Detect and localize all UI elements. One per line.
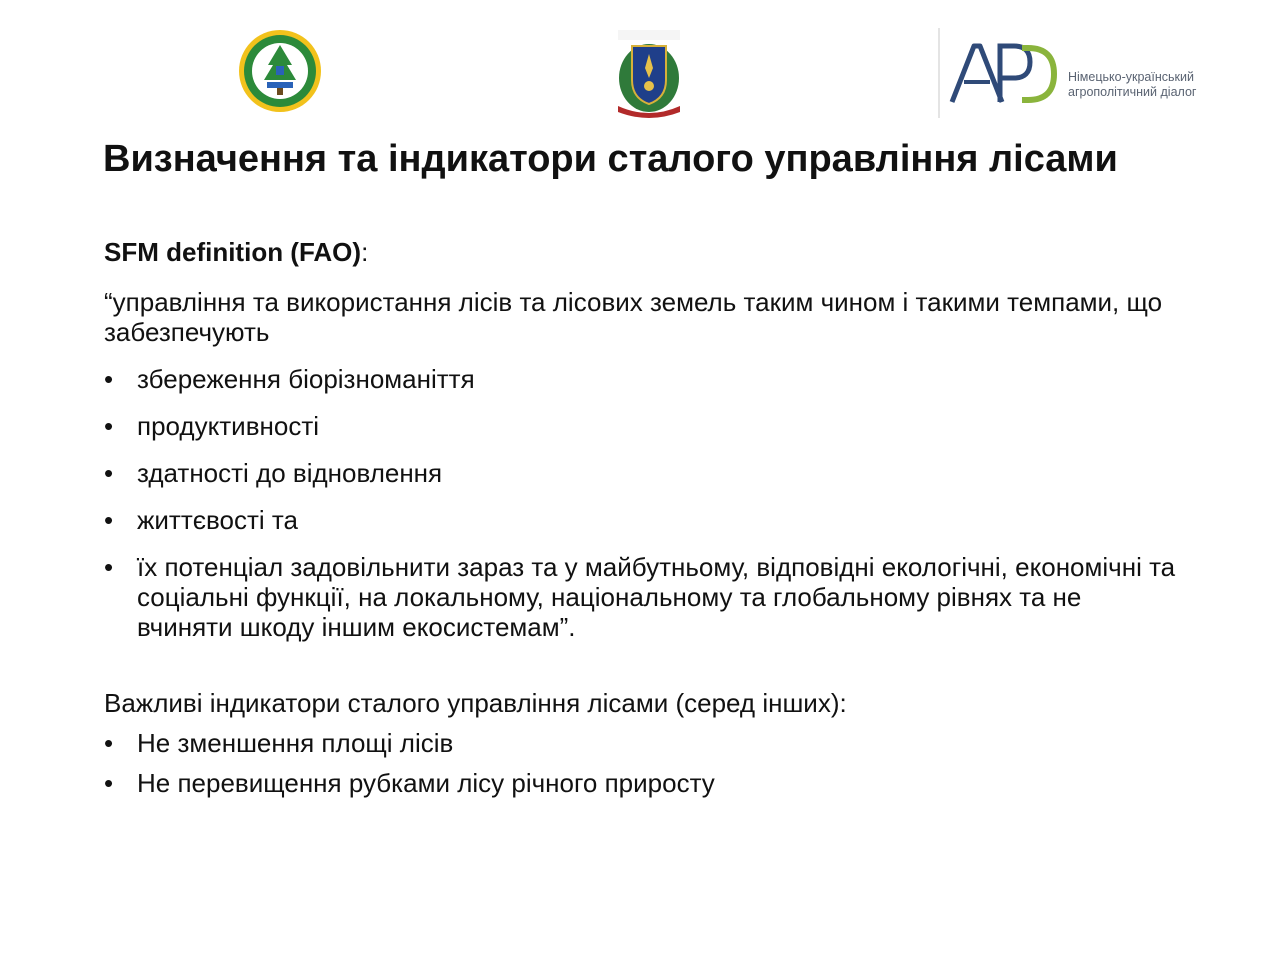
indicators-intro: Важливі індикатори сталого управління лісами (серед інших): [104, 688, 847, 718]
definition-list [104, 364, 1184, 642]
list-item: • Не зменшення площі лісів [104, 728, 1184, 758]
page-title: Визначення та індикатори сталого управління лісами [103, 138, 1118, 180]
definition-heading-label: SFM definition (FAO) [104, 237, 362, 267]
definition-heading-colon: : [361, 237, 369, 267]
indicators-list [104, 728, 1184, 798]
list-item: • життєвості та [104, 505, 1184, 535]
definition-heading [104, 236, 1184, 268]
list-item: • збереження біорізноманіття [104, 364, 1184, 394]
list-item: • їх потенціал задовільнити зараз та у майбутньому, відповідні екологічні, економічні та соціальні функції, на локальному, національному та глобальному рівнях та не вчиняти шкоду іншим екосистемам”. [104, 552, 1184, 642]
slide-content [104, 236, 1184, 798]
university-crest-icon [237, 28, 323, 114]
list-item: • здатності до відновлення [104, 458, 1184, 488]
apd-text-line2: агрополітичний діалог [1068, 85, 1197, 99]
header-divider [938, 28, 940, 118]
definition-intro: “управління та використання лісів та лісових земель таким чином і такими темпами, що забезпечують [104, 287, 1163, 347]
list-item: • продуктивності [104, 411, 1184, 441]
apd-logo-text [1068, 70, 1196, 100]
apd-text-line1: Німецько-український [1068, 70, 1194, 84]
coat-of-arms-icon [612, 28, 686, 118]
apd-logo-icon [948, 38, 1060, 108]
list-item: • Не перевищення рубками лісу річного приросту [104, 768, 1184, 798]
